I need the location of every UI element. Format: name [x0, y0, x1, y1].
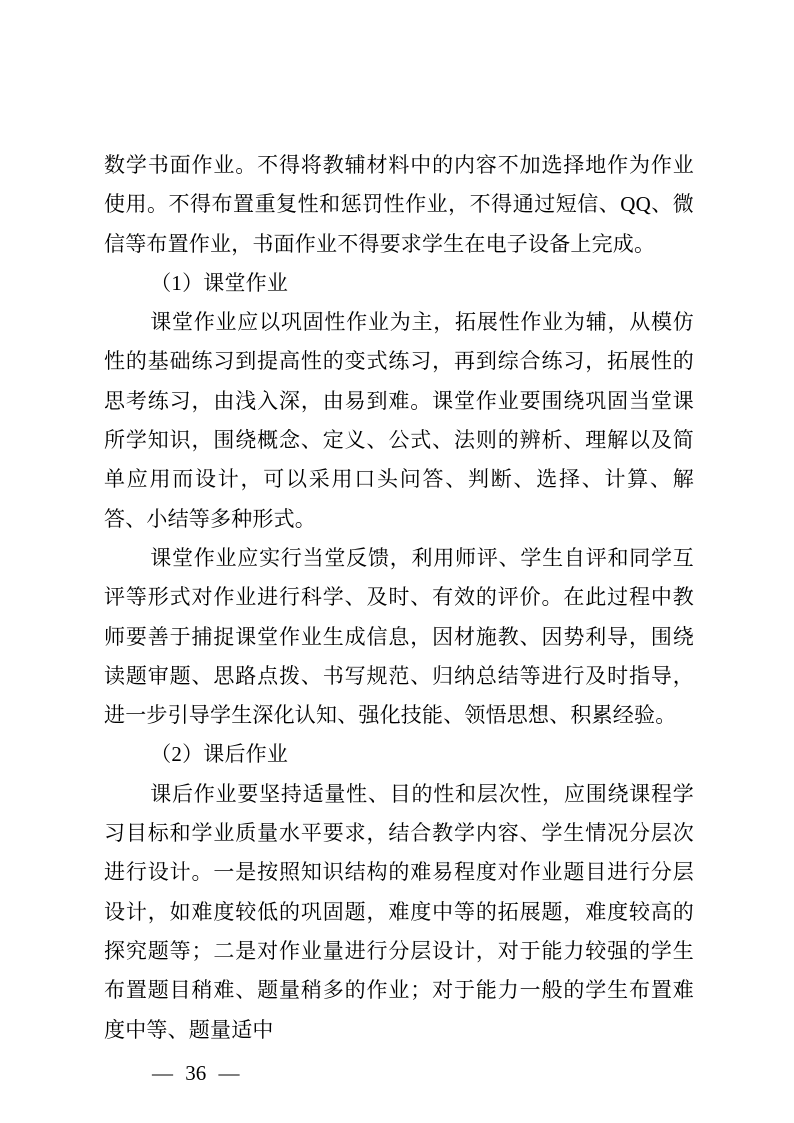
page-number: — 36 — [152, 1061, 240, 1085]
item-heading-classroom-homework: （1）课堂作业 [150, 270, 289, 295]
paragraph-continuation: 数学书面作业。不得将教辅材料中的内容不加选择地作为作业使用。不得布置重复性和惩罚性作业，不得通过短信、QQ、微信等布置作业，书面作业不得要求学生在电子设备上完成。 [104, 153, 694, 256]
page-body-text [104, 146, 694, 1050]
item-heading-after-school-homework: （2）课后作业 [150, 742, 289, 767]
paragraph-classroom-homework-feedback: 课堂作业应实行当堂反馈，利用师评、学生自评和同学互评等形式对作业进行科学、及时、有效的评价。在此过程中教师要善于捕捉课堂作业生成信息，因材施教、因势利导，围绕读题审题、思路点拨、书写规范、归纳总结等进行及时指导，进一步引导学生深化认知、强化技能、领悟思想、积累经验。 [104, 545, 694, 728]
paragraph-classroom-homework-design: 课堂作业应以巩固性作业为主，拓展性作业为辅，从模仿性的基础练习到提高性的变式练习，再到综合练习，拓展性的思考练习，由浅入深，由易到难。课堂作业要围绕巩固当堂课所学知识，围绕概念、定义、公式、法则的辨析、理解以及简单应用而设计，可以采用口头问答、判断、选择、计算、解答、小结等多种形式。 [104, 310, 694, 531]
page-footer [103, 1037, 240, 1109]
paragraph-after-school-homework-design: 课后作业要坚持适量性、目的性和层次性，应围绕课程学习目标和学业质量水平要求，结合教学内容、学生情况分层次进行设计。一是按照知识结构的难易程度对作业题目进行分层设计，如难度较低的巩固题，难度中等的拓展题，难度较高的探究题等；二是对作业量进行分层设计，对于能力较强的学生布置题目稍难、题量稍多的作业；对于能力一般的学生布置难度中等、题量适中 [104, 781, 694, 1042]
